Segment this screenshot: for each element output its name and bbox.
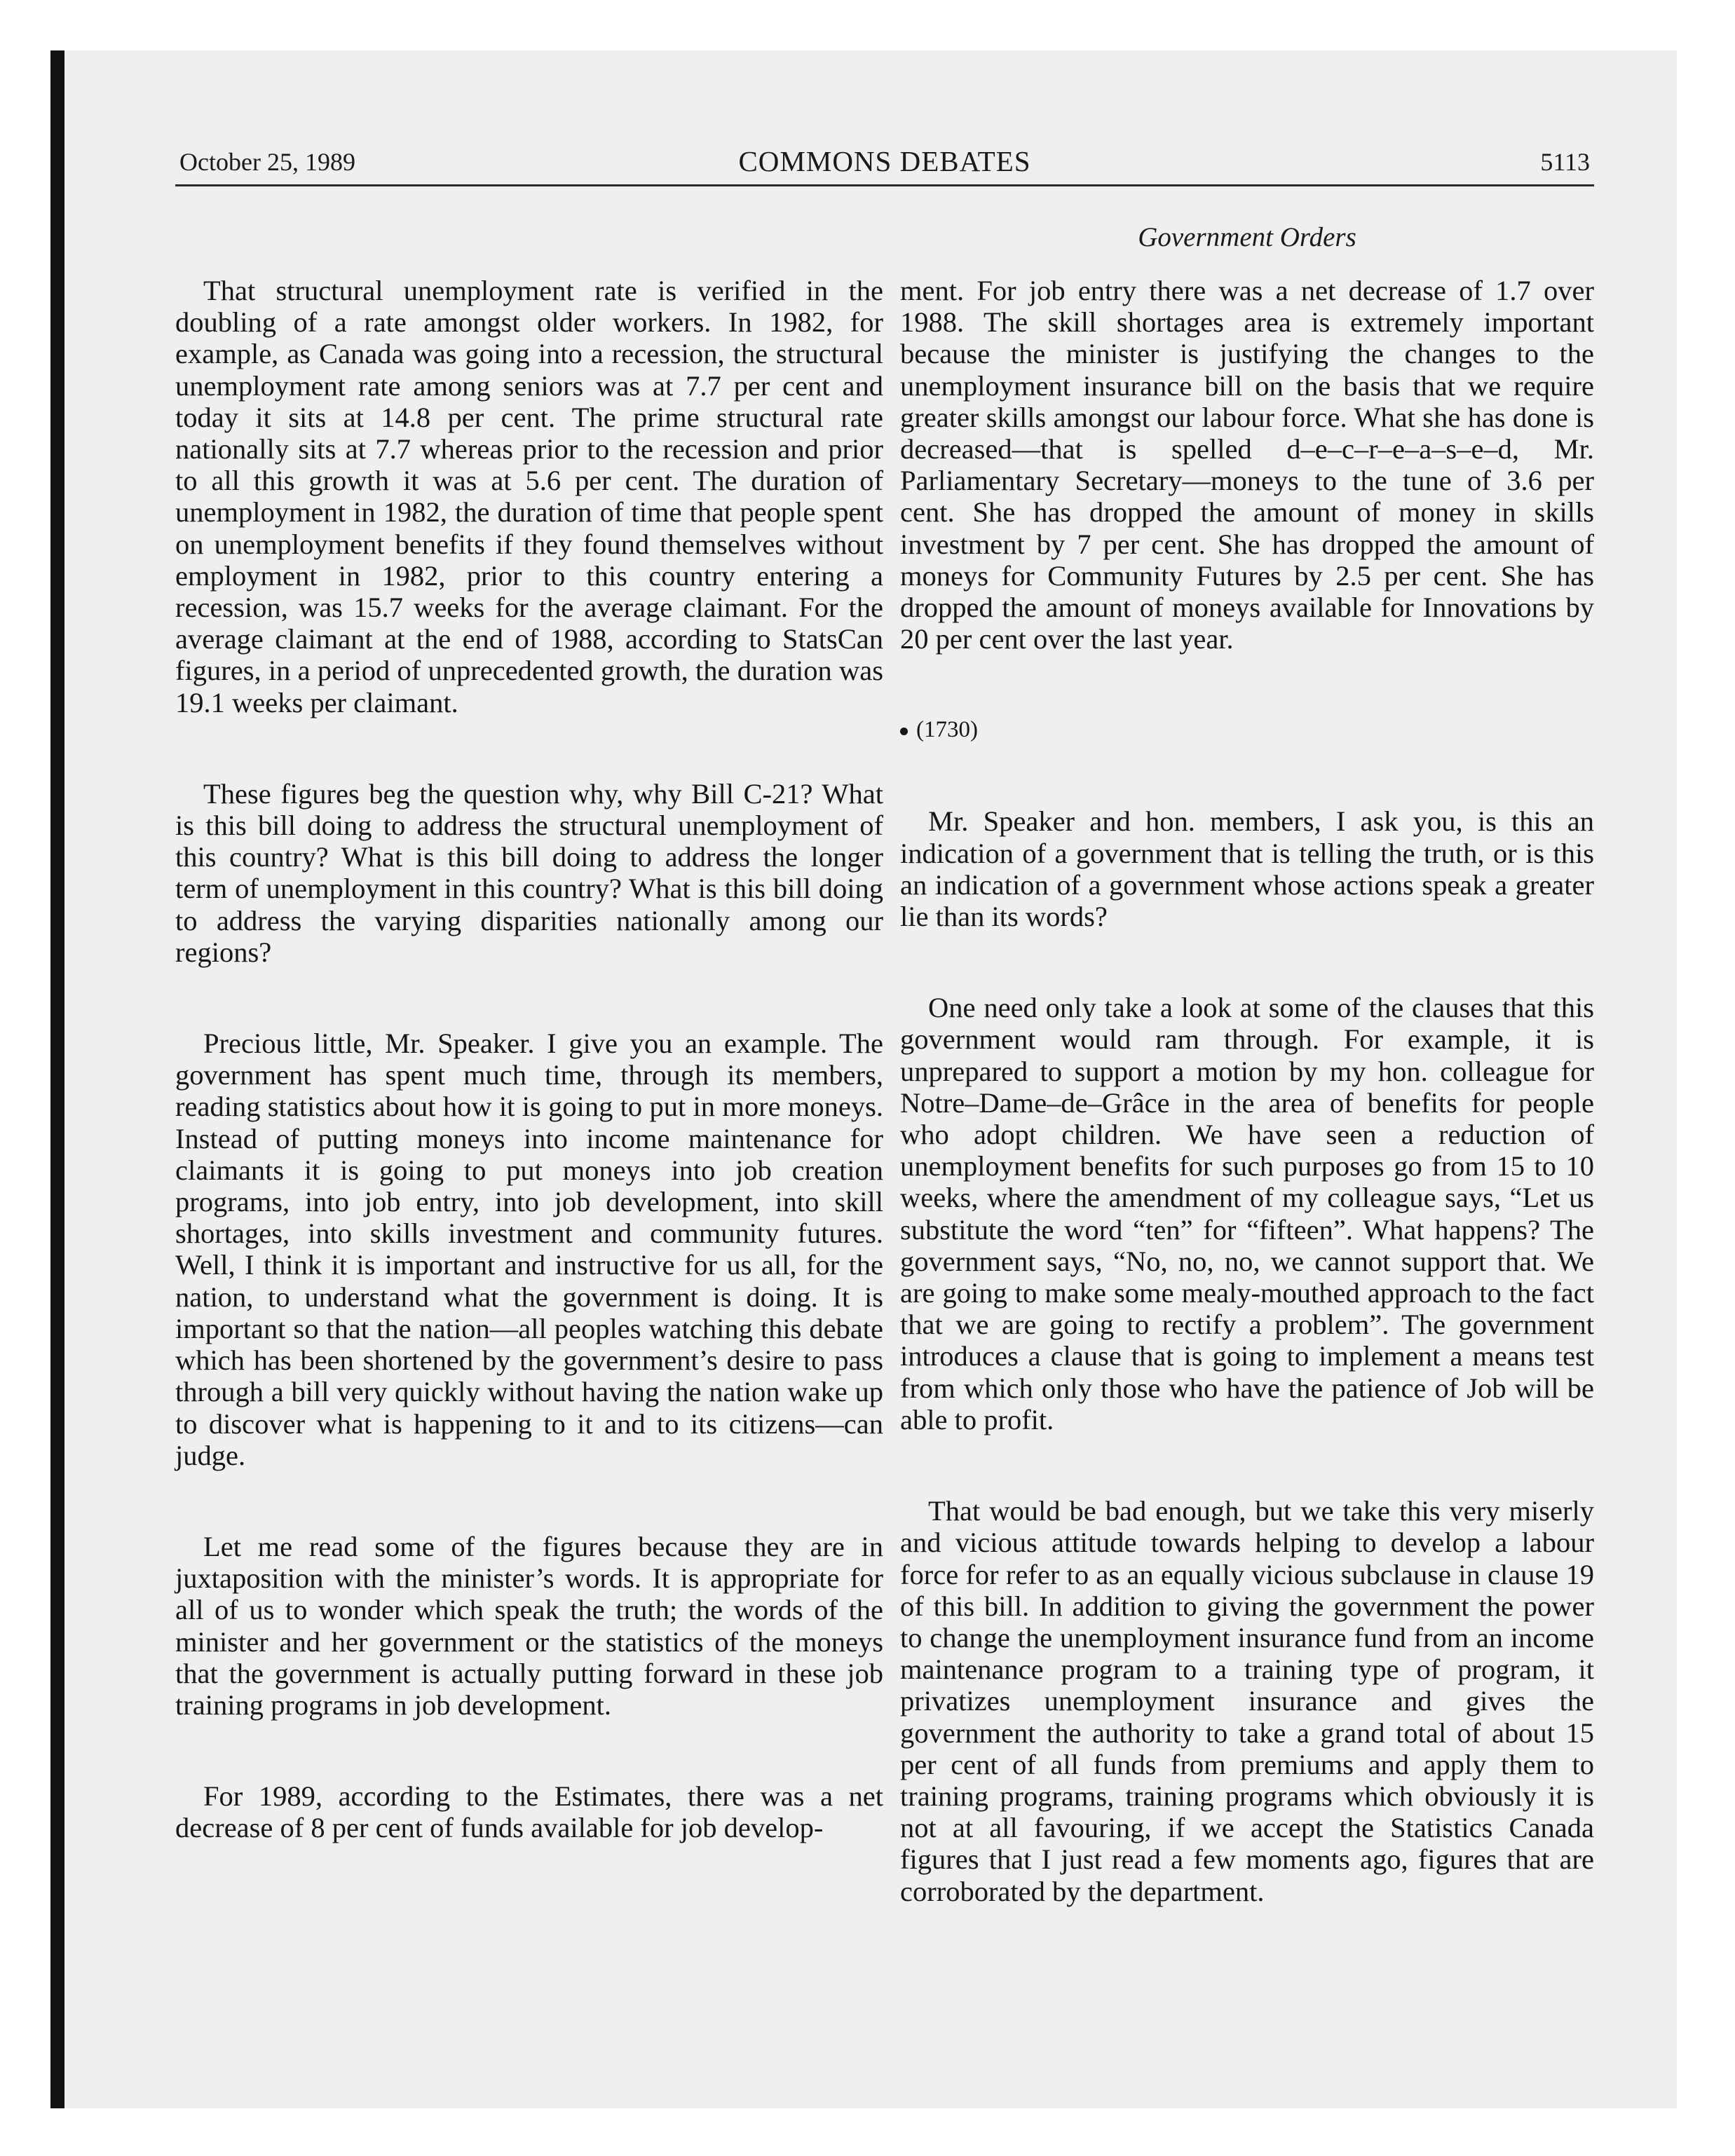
header-rule — [175, 184, 1594, 186]
paragraph: Mr. Speaker and hon. members, I ask you, is this an indication of a government that is telling the truth, or is this an indication of a government whose actions speak a greater lie than its words? — [900, 805, 1594, 933]
header-page-number: 5113 — [1540, 148, 1590, 176]
paragraph: These figures beg the question why, why Bill C-21? What is this bill doing to address the structural unemployment of this country? What is this bill doing to address the longer term of unemployment in this country? What is this bill doing to address the varying disparities nationally among our regions? — [175, 777, 883, 968]
paragraph: Precious little, Mr. Speaker. I give you an example. The government has spent much time, through its members, reading statistics about how it is going to put in more moneys. Instead of putting moneys into income maintenance for claimants it is going to put moneys into job creation programs, into job entry, into job development, into skill shortages, into skills investment and community futures. Well, I think it is important and instructive for us all, for the nation, to understand what the government is doing. It is important so that the nation—all peoples watching this debate which has been shortened by the government’s desire to pass through a bill very quickly without having the nation wake up to discover what is happening to it and to its citizens—can judge. — [175, 1028, 883, 1471]
scan-binding-edge — [50, 50, 64, 2108]
left-column — [175, 275, 883, 1904]
header-title: COMMONS DEBATES — [738, 145, 1031, 177]
paragraph: That would be bad enough, but we take this very miserly and vicious attitude towards helping to develop a labour force for refer to as an equally vicious subclause in clause 19 of this bill. In addition to giving the government the power to change the unemployment insurance fund from an income maintenance program to a training type of program, it privatizes unemployment insurance and gives the government the authority to take a grand total of about 15 per cent of all funds from premiums and apply them to training programs, training programs which obviously it is not at all favouring, if we accept the Statistics Canada figures that I just read a few moments ago, figures that are corroborated by the department. — [900, 1495, 1594, 1907]
paragraph: That structural unemployment rate is verified in the doubling of a rate amongst older workers. In 1982, for example, as Canada was going into a recession, the structural unemployment rate among seniors was at 7.7 per cent and today it sits at 14.8 per cent. The prime structural rate nationally sits at 7.7 whereas prior to the recession and prior to all this growth it was at 5.6 per cent. The duration of unemployment in 1982, the duration of time that people spent on unemployment benefits if they found themselves without employment in 1982, prior to this country entering a recession, was 15.7 weeks for the average claimant. For the average claimant at the end of 1988, according to StatsCan figures, in a period of unprecedented growth, the duration was 19.1 weeks per claimant. — [175, 275, 883, 718]
paragraph: Let me read some of the figures because they are in juxtaposition with the minister’s words. It is appropriate for all of us to wonder which speak the truth; the words of the minister and her government or the statistics of the moneys that the government is actually putting forward in these job training programs in job development. — [175, 1530, 883, 1721]
section-label: Government Orders — [1138, 222, 1356, 252]
paragraph: One need only take a look at some of the clauses that this government would ram through. For example, it is unprepared to support a motion by my hon. colleague for Notre–Dame–de–Grâce in the area of benefits for people who adopt children. We have seen a reduction of unemployment benefits for such purposes go from 15 to 10 weeks, where the amendment of my colleague says, “Let us substitute the word “ten” for “fifteen”. What happens? The government says, “No, no, no, we cannot support that. We are going to make some mealy-mouthed approach to the fact that we are going to rectify a problem”. The government introduces a clause that is going to implement a means test from which only those who have the patience of Job will be able to profit. — [900, 992, 1594, 1435]
right-column — [900, 275, 1594, 1967]
header-date: October 25, 1989 — [179, 148, 355, 176]
page-header — [175, 142, 1594, 184]
time-stamp — [900, 714, 1594, 746]
paragraph: For 1989, according to the Estimates, there was a net decrease of 8 per cent of funds available for job develop- — [175, 1780, 883, 1844]
time-stamp-text: (1730) — [916, 717, 978, 743]
continued-paragraph: ment. For job entry there was a net decrease of 1.7 over 1988. The skill shortages area is extremely important because the minister is justifying the changes to the unemployment insurance bill on the basis that we require greater skills amongst our labour force. What she has done is decreased—that is spelled d–e–c–r–e–a–s–e–d, Mr. Parliamentary Secretary—moneys to the tune of 3.6 per cent. She has dropped the amount of money in skills investment by 7 per cent. She has dropped the amount of moneys for Community Futures by 2.5 per cent. She has dropped the amount of moneys available for Innovations by 20 per cent over the last year. — [900, 275, 1594, 655]
bullet-icon — [900, 728, 908, 735]
